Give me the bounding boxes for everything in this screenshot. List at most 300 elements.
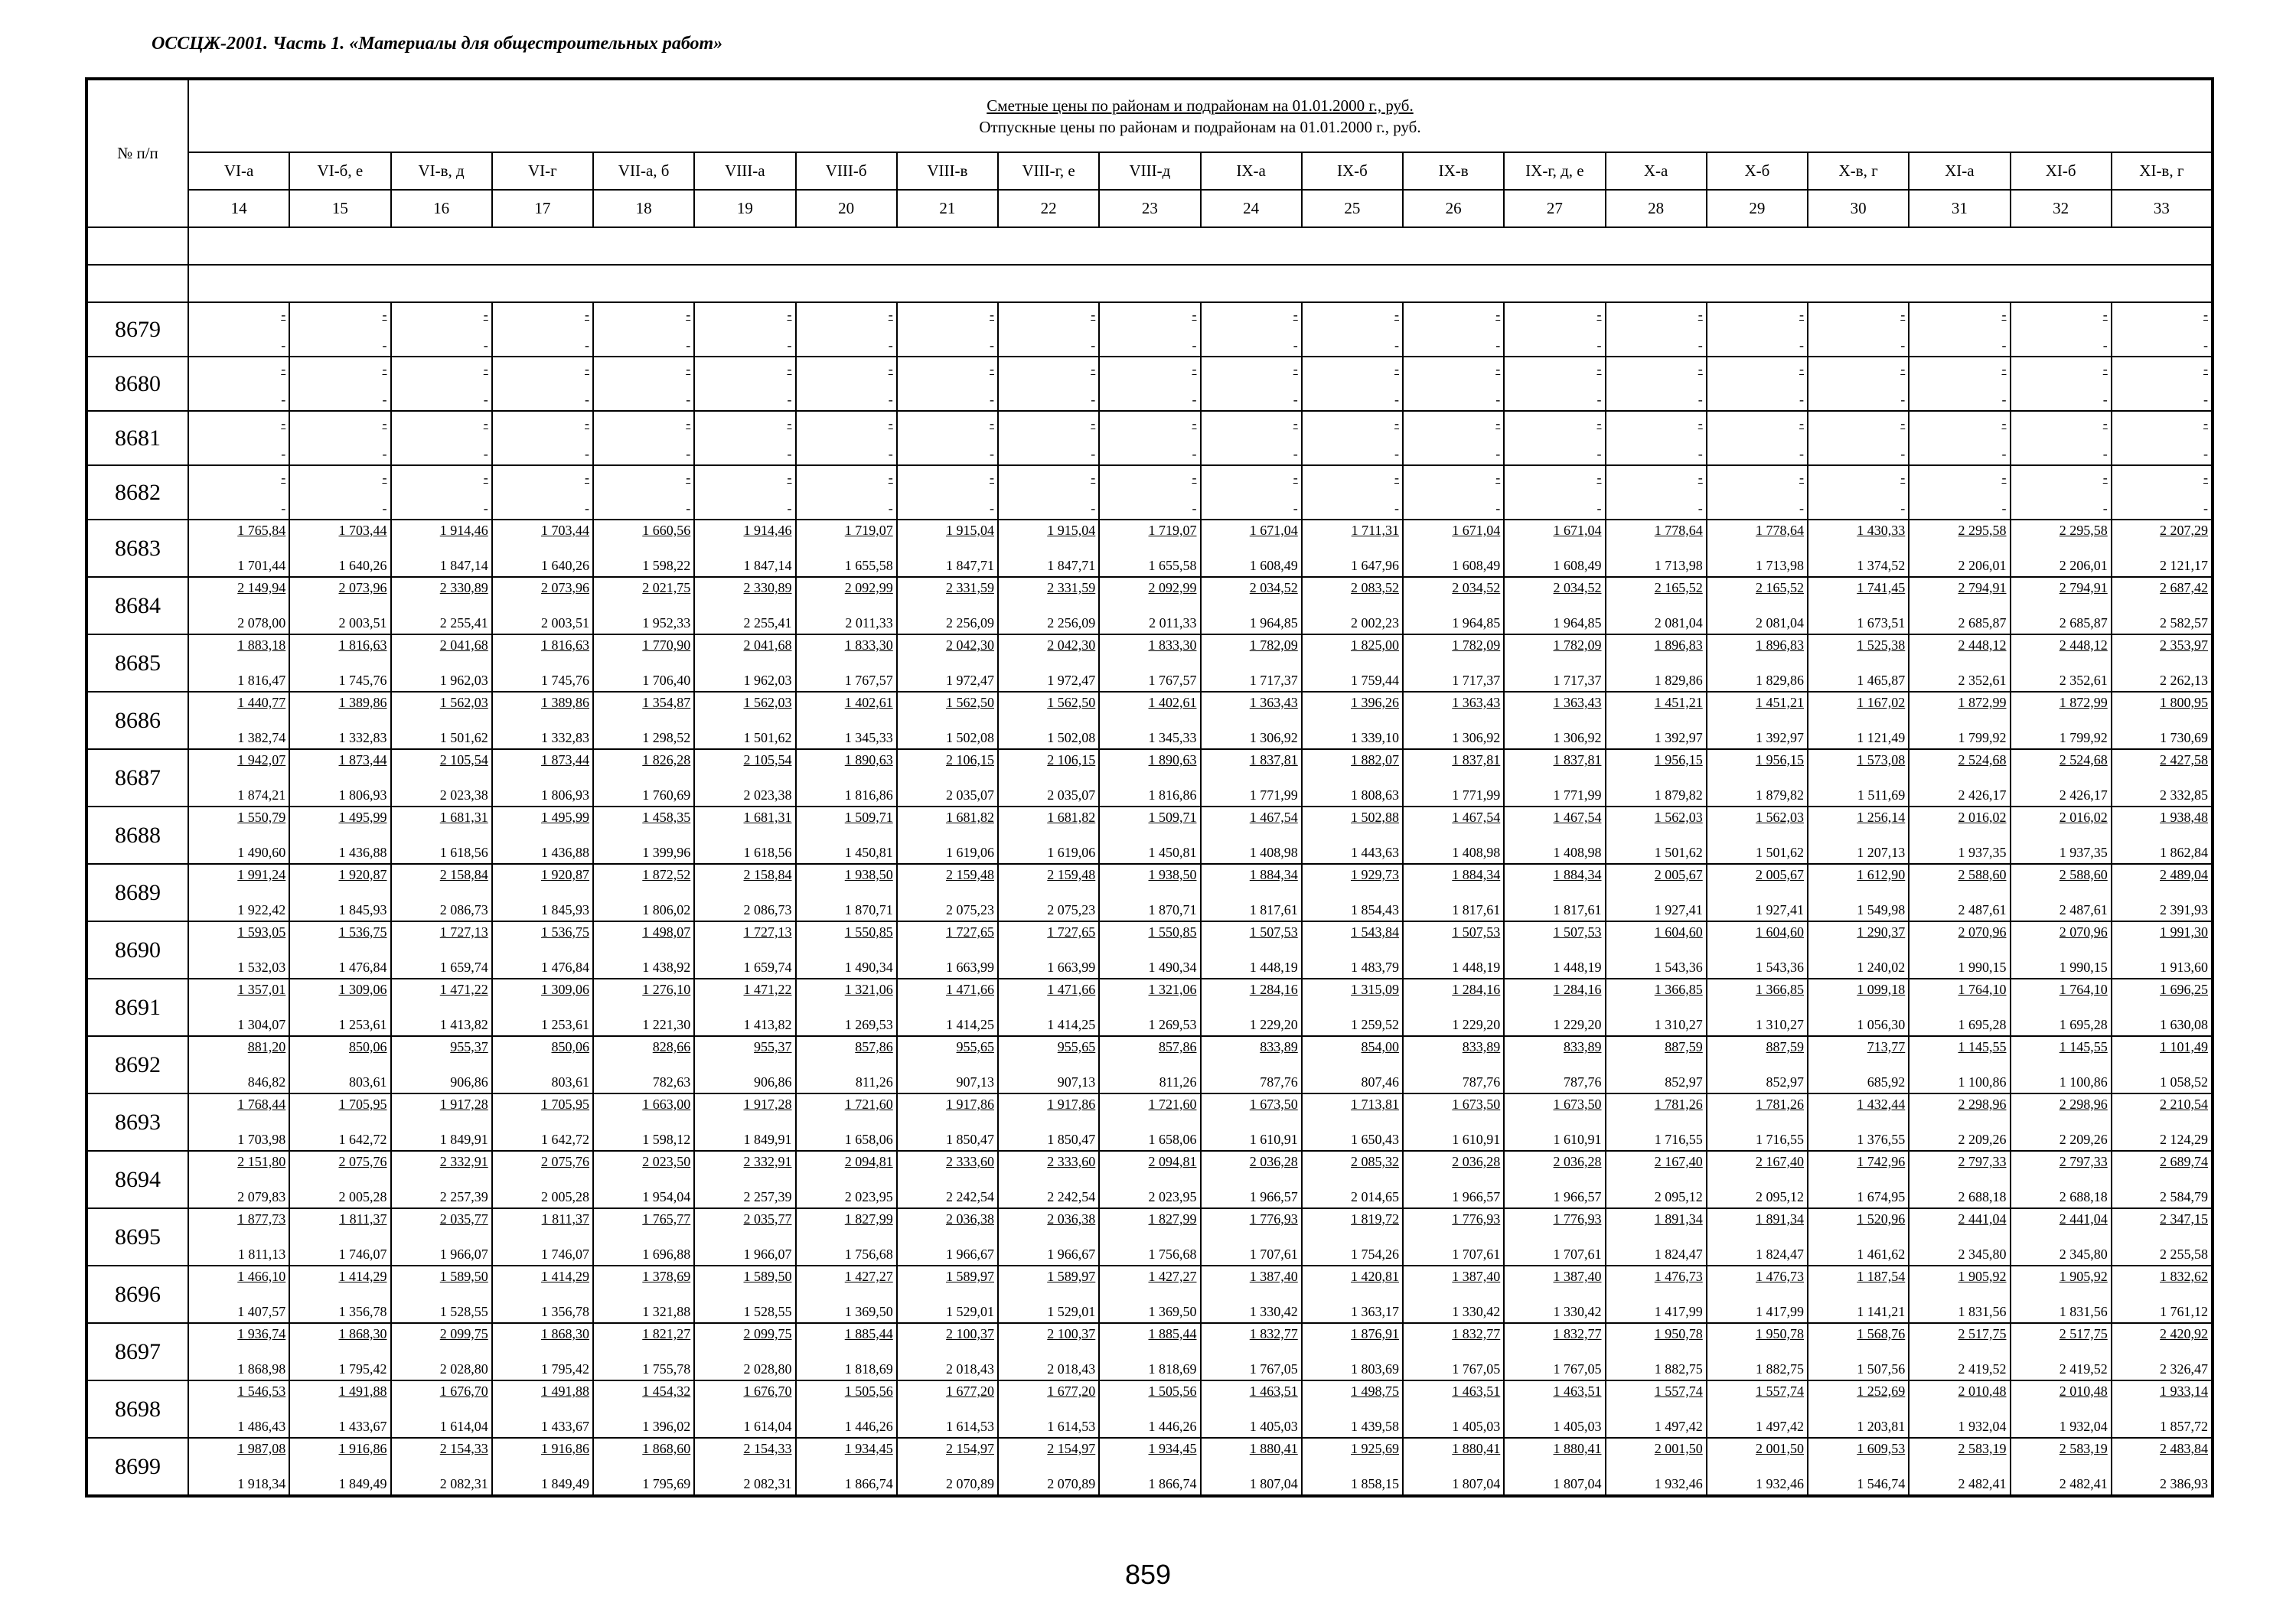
- price-cell: [1302, 1036, 1403, 1093]
- price-cell: [897, 357, 998, 411]
- price-cell: [1403, 1266, 1504, 1323]
- price-cell: [897, 692, 998, 749]
- release-price: -: [888, 446, 893, 461]
- release-price: 1 502,08: [1047, 730, 1096, 745]
- row-number: 8696: [86, 1266, 188, 1323]
- estimated-price: 2 099,75: [439, 1326, 488, 1341]
- release-price: 2 242,54: [946, 1189, 994, 1204]
- estimated-price: 2 347,15: [2160, 1211, 2208, 1227]
- estimated-price: 1 507,53: [1553, 924, 1602, 940]
- estimated-price: 2 448,12: [1958, 637, 2007, 653]
- estimated-price: 2 034,52: [1249, 580, 1298, 595]
- price-cell: [694, 979, 795, 1036]
- estimated-price: 1 321,06: [1148, 982, 1197, 997]
- estimated-price: -: [1293, 416, 1298, 431]
- release-price: 1 831,56: [1958, 1304, 2007, 1319]
- row-number: 8691: [86, 979, 188, 1036]
- release-price: 1 845,93: [338, 902, 387, 917]
- price-cell: [694, 520, 795, 577]
- table-row: [86, 921, 2213, 979]
- price-cell: [289, 1438, 390, 1496]
- release-price: 1 476,84: [541, 960, 589, 975]
- estimated-price: -: [990, 361, 994, 376]
- estimated-price: 1 663,00: [642, 1097, 691, 1112]
- price-cell: [1707, 1036, 1808, 1093]
- price-cell: [2011, 302, 2112, 357]
- release-price: 1 745,76: [541, 673, 589, 688]
- price-cell: [1808, 302, 1909, 357]
- price-cell: [492, 357, 593, 411]
- release-price: 1 405,03: [1249, 1419, 1298, 1434]
- release-price: 1 511,69: [1857, 787, 1906, 803]
- price-cell: [1808, 1093, 1909, 1151]
- release-price: -: [483, 392, 488, 407]
- release-price: 1 795,42: [338, 1361, 387, 1377]
- estimated-price: -: [1799, 416, 1804, 431]
- estimated-price: 1 764,10: [2059, 982, 2108, 997]
- release-price: 2 482,41: [2059, 1476, 2108, 1491]
- price-cell: [1403, 1380, 1504, 1438]
- price-cell: [1302, 1380, 1403, 1438]
- release-price: 1 716,55: [1756, 1132, 1804, 1147]
- table-row: [86, 465, 2213, 520]
- release-price: -: [990, 392, 994, 407]
- estimated-price: 1 891,34: [1756, 1211, 1804, 1227]
- estimated-price: 1 821,27: [642, 1326, 691, 1341]
- price-cell: [1201, 634, 1302, 692]
- release-price: 1 964,85: [1249, 615, 1298, 631]
- price-cell: [1302, 1151, 1403, 1208]
- region-header-row: [86, 152, 2213, 190]
- price-cell: [1504, 692, 1605, 749]
- release-price: 1 673,51: [1857, 615, 1906, 631]
- price-cell: [1808, 692, 1909, 749]
- estimated-price: 1 389,86: [541, 695, 589, 710]
- price-cell: [1403, 692, 1504, 749]
- estimated-price: 2 420,92: [2160, 1326, 2208, 1341]
- estimated-price: -: [1596, 307, 1602, 322]
- estimated-price: 1 938,50: [844, 867, 893, 882]
- release-price: 1 771,99: [1249, 787, 1298, 803]
- release-price: -: [1698, 500, 1703, 516]
- release-price: 2 018,43: [946, 1361, 994, 1377]
- release-price: 1 203,81: [1857, 1419, 1906, 1434]
- price-cell: [998, 921, 1099, 979]
- estimated-price: 1 950,78: [1654, 1326, 1703, 1341]
- estimated-price: 1 589,50: [439, 1269, 488, 1284]
- estimated-price: 2 588,60: [1958, 867, 2007, 882]
- estimated-price: -: [281, 416, 286, 431]
- price-cell: [796, 465, 897, 520]
- price-cell: [2011, 1380, 2112, 1438]
- price-cell: [1707, 1438, 1808, 1496]
- price-cell: [694, 749, 795, 807]
- release-price: 1 369,50: [1148, 1304, 1197, 1319]
- estimated-price: 2 330,89: [743, 580, 792, 595]
- estimated-price: -: [1900, 416, 1906, 431]
- price-cell: [694, 1323, 795, 1380]
- price-cell: [2112, 749, 2213, 807]
- price-cell: [593, 1151, 694, 1208]
- release-price: 1 507,56: [1857, 1361, 1906, 1377]
- release-price: 1 857,72: [2160, 1419, 2208, 1434]
- release-price: -: [1495, 446, 1501, 461]
- price-cell: [897, 1380, 998, 1438]
- release-price: 1 100,86: [1958, 1074, 2007, 1090]
- estimated-price: 1 776,93: [1553, 1211, 1602, 1227]
- price-cell: [593, 302, 694, 357]
- estimated-price: 1 543,84: [1351, 924, 1399, 940]
- price-cell: [391, 1438, 492, 1496]
- estimated-price: 1 363,43: [1452, 695, 1501, 710]
- row-number: 8684: [86, 577, 188, 634]
- estimated-price: 1 991,24: [237, 867, 286, 882]
- column-number: 27: [1504, 190, 1605, 227]
- price-cell: [796, 1151, 897, 1208]
- release-price: 1 745,76: [338, 673, 387, 688]
- price-cell: [1504, 1438, 1605, 1496]
- release-price: 2 003,51: [338, 615, 387, 631]
- release-price: 1 818,69: [1148, 1361, 1197, 1377]
- estimated-price: 2 154,97: [1047, 1441, 1096, 1456]
- estimated-price: 1 593,05: [237, 924, 286, 940]
- price-cell: [289, 749, 390, 807]
- release-price: 2 023,38: [743, 787, 792, 803]
- price-cell: [1201, 864, 1302, 921]
- release-price: 1 345,33: [1148, 730, 1197, 745]
- price-cell: [1707, 357, 1808, 411]
- release-price: 1 918,34: [237, 1476, 286, 1491]
- release-price: 1 465,87: [1857, 673, 1906, 688]
- row-number: 8697: [86, 1323, 188, 1380]
- region-header: VIII-г, е: [998, 152, 1099, 190]
- price-cell: [694, 302, 795, 357]
- region-header: VIII-д: [1099, 152, 1200, 190]
- release-price: 852,97: [1665, 1074, 1703, 1090]
- release-price: 1 598,22: [642, 558, 691, 573]
- release-price: 1 650,43: [1351, 1132, 1399, 1147]
- price-cell: [1403, 749, 1504, 807]
- release-price: 1 966,67: [946, 1247, 994, 1262]
- estimated-price: 2 517,75: [1958, 1326, 2007, 1341]
- price-cell: [188, 864, 289, 921]
- price-cell: [2011, 692, 2112, 749]
- price-cell: [1201, 921, 1302, 979]
- price-cell: [2112, 1323, 2213, 1380]
- estimated-price: 2 332,91: [439, 1154, 488, 1169]
- price-cell: [1504, 411, 1605, 465]
- price-cell: [1808, 807, 1909, 864]
- column-number-row: [86, 190, 2213, 227]
- estimated-price: 1 507,53: [1249, 924, 1298, 940]
- release-price: 1 879,82: [1756, 787, 1804, 803]
- price-cell: [492, 634, 593, 692]
- release-price: -: [585, 337, 589, 353]
- price-cell: [1909, 1438, 2010, 1496]
- release-price: 787,76: [1462, 1074, 1501, 1090]
- estimated-price: 1 387,40: [1553, 1269, 1602, 1284]
- price-cell: [1302, 749, 1403, 807]
- release-price: -: [1394, 500, 1399, 516]
- price-cell: [1808, 1438, 1909, 1496]
- price-cell: [998, 465, 1099, 520]
- release-price: -: [2001, 446, 2007, 461]
- price-cell: [1403, 807, 1504, 864]
- price-cell: [593, 1208, 694, 1266]
- release-price: 1 310,27: [1654, 1017, 1703, 1032]
- price-cell: [1606, 411, 1707, 465]
- release-price: -: [1698, 446, 1703, 461]
- price-cell: [1707, 465, 1808, 520]
- price-cell: [188, 577, 289, 634]
- estimated-price: 1 768,44: [237, 1097, 286, 1112]
- release-price: 1 610,91: [1452, 1132, 1501, 1147]
- release-price: 1 450,81: [844, 845, 893, 860]
- price-cell: [1099, 749, 1200, 807]
- price-cell: [1302, 692, 1403, 749]
- release-price: 2 075,23: [946, 902, 994, 917]
- estimated-price: 1 987,08: [237, 1441, 286, 1456]
- estimated-price: 1 741,45: [1857, 580, 1906, 595]
- release-price: 1 663,99: [946, 960, 994, 975]
- release-price: 2 326,47: [2160, 1361, 2208, 1377]
- price-cell: [1808, 979, 1909, 1036]
- price-cell: [1099, 1266, 1200, 1323]
- release-price: -: [1900, 337, 1906, 353]
- estimated-price: 2 159,48: [946, 867, 994, 882]
- estimated-price: 1 507,53: [1452, 924, 1501, 940]
- row-number: 8690: [86, 921, 188, 979]
- price-cell: [188, 634, 289, 692]
- estimated-price: 1 825,00: [1351, 637, 1399, 653]
- column-number: 29: [1707, 190, 1808, 227]
- table-row: [86, 692, 2213, 749]
- price-cell: [796, 921, 897, 979]
- estimated-price: 2 105,54: [439, 752, 488, 768]
- release-price: -: [281, 392, 286, 407]
- price-cell: [998, 1093, 1099, 1151]
- estimated-price: 2 106,15: [946, 752, 994, 768]
- price-cell: [593, 411, 694, 465]
- estimated-price: 2 210,54: [2160, 1097, 2208, 1112]
- release-price: -: [585, 392, 589, 407]
- release-price: 1 486,43: [237, 1419, 286, 1434]
- price-cell: [2112, 1438, 2213, 1496]
- estimated-price: -: [2203, 361, 2208, 376]
- price-cell: [593, 357, 694, 411]
- release-price: -: [1394, 392, 1399, 407]
- price-cell: [1201, 1208, 1302, 1266]
- estimated-price: 1 719,07: [844, 523, 893, 538]
- release-price: 2 035,07: [1047, 787, 1096, 803]
- price-cell: [1099, 1208, 1200, 1266]
- estimated-price: 2 035,77: [439, 1211, 488, 1227]
- estimated-price: 2 794,91: [1958, 580, 2007, 595]
- estimated-price: 1 363,43: [1249, 695, 1298, 710]
- price-cell: [796, 979, 897, 1036]
- row-number: 8681: [86, 411, 188, 465]
- table-row: [86, 864, 2213, 921]
- price-cell: [1302, 864, 1403, 921]
- price-cell: [2112, 1093, 2213, 1151]
- estimated-price: 1 454,32: [642, 1383, 691, 1399]
- estimated-price: 1 868,30: [338, 1326, 387, 1341]
- estimated-price: 2 151,80: [237, 1154, 286, 1169]
- release-price: -: [787, 500, 792, 516]
- price-cell: [1606, 520, 1707, 577]
- price-cell: [1909, 979, 2010, 1036]
- price-cell: [2112, 864, 2213, 921]
- estimated-price: 1 681,82: [946, 810, 994, 825]
- estimated-price: 857,86: [1159, 1039, 1197, 1054]
- estimated-price: 1 832,77: [1553, 1326, 1602, 1341]
- price-cell: [1504, 577, 1605, 634]
- estimated-price: 1 509,71: [844, 810, 893, 825]
- price-cell: [897, 1438, 998, 1496]
- price-cell: [998, 1438, 1099, 1496]
- row-number: 8694: [86, 1151, 188, 1208]
- release-price: 1 717,37: [1249, 673, 1298, 688]
- release-price: -: [1698, 392, 1703, 407]
- estimated-price: 1 509,71: [1148, 810, 1197, 825]
- column-number: 20: [796, 190, 897, 227]
- release-price: 1 433,67: [541, 1419, 589, 1434]
- price-cell: [998, 634, 1099, 692]
- estimated-price: 1 414,29: [541, 1269, 589, 1284]
- price-cell: [2112, 520, 2213, 577]
- release-price: 1 229,20: [1249, 1017, 1298, 1032]
- price-cell: [694, 1093, 795, 1151]
- price-cell: [897, 1151, 998, 1208]
- price-cell: [188, 1036, 289, 1093]
- price-cell: [1504, 864, 1605, 921]
- estimated-price: 2 035,77: [743, 1211, 792, 1227]
- price-cell: [1707, 1323, 1808, 1380]
- price-cell: [796, 520, 897, 577]
- release-price: 1 413,82: [439, 1017, 488, 1032]
- price-cell: [1504, 921, 1605, 979]
- release-price: 1 610,91: [1249, 1132, 1298, 1147]
- table-row: [86, 979, 2213, 1036]
- estimated-price: 1 711,31: [1351, 523, 1399, 538]
- price-cell: [998, 302, 1099, 357]
- release-price: 1 414,25: [1047, 1017, 1096, 1032]
- release-price: 1 647,96: [1351, 558, 1399, 573]
- estimated-price: 1 765,77: [642, 1211, 691, 1227]
- price-cell: [1808, 1380, 1909, 1438]
- release-price: 2 086,73: [439, 902, 488, 917]
- price-cell: [2011, 1438, 2112, 1496]
- estimated-price: 1 609,53: [1857, 1441, 1906, 1456]
- blank-cell: [86, 265, 188, 302]
- price-cell: [492, 749, 593, 807]
- price-cell: [391, 807, 492, 864]
- estimated-price: 1 765,84: [237, 523, 286, 538]
- estimated-price: 1 378,69: [642, 1269, 691, 1284]
- estimated-price: 2 165,52: [1654, 580, 1703, 595]
- release-price: 2 255,41: [439, 615, 488, 631]
- estimated-price: 2 070,96: [1958, 924, 2007, 940]
- release-price: 1 807,04: [1553, 1476, 1602, 1491]
- release-price: 1 663,99: [1047, 960, 1096, 975]
- estimated-price: -: [1799, 361, 1804, 376]
- release-price: 1 417,99: [1654, 1304, 1703, 1319]
- row-number: 8688: [86, 807, 188, 864]
- release-price: -: [585, 500, 589, 516]
- estimated-price: 1 550,85: [1148, 924, 1197, 940]
- price-cell: [897, 1093, 998, 1151]
- estimated-price: 1 495,99: [338, 810, 387, 825]
- estimated-price: 1 167,02: [1857, 695, 1906, 710]
- price-cell: [1909, 465, 2010, 520]
- price-cell: [289, 1093, 390, 1151]
- price-cell: [1099, 634, 1200, 692]
- document-header: ОССЦЖ-2001. Часть 1. «Материалы для общестроительных работ»: [152, 34, 723, 54]
- estimated-price: 2 295,58: [2059, 523, 2108, 538]
- price-cell: [1606, 1151, 1707, 1208]
- price-cell: [694, 634, 795, 692]
- release-price: -: [281, 446, 286, 461]
- price-cell: [1201, 577, 1302, 634]
- price-cell: [1302, 1093, 1403, 1151]
- estimated-price: 1 145,55: [1958, 1039, 2007, 1054]
- estimated-price: 2 154,97: [946, 1441, 994, 1456]
- price-cell: [593, 1266, 694, 1323]
- price-cell: [188, 302, 289, 357]
- price-cell: [2112, 692, 2213, 749]
- release-price: 1 608,49: [1452, 558, 1501, 573]
- estimated-price: 1 366,85: [1654, 982, 1703, 997]
- release-price: 2 005,28: [338, 1189, 387, 1204]
- price-cell: [1606, 302, 1707, 357]
- release-price: 1 952,33: [642, 615, 691, 631]
- release-price: 1 614,53: [1047, 1419, 1096, 1434]
- price-cell: [694, 692, 795, 749]
- estimated-price: 1 525,38: [1857, 637, 1906, 653]
- price-cell: [188, 411, 289, 465]
- release-price: -: [1192, 500, 1197, 516]
- price-cell: [796, 411, 897, 465]
- price-cell: [1201, 979, 1302, 1036]
- estimated-price: 1 916,86: [338, 1441, 387, 1456]
- estimated-price: 881,20: [247, 1039, 286, 1054]
- release-price: -: [585, 446, 589, 461]
- release-price: 1 407,57: [237, 1304, 286, 1319]
- price-cell: [289, 302, 390, 357]
- price-cell: [694, 577, 795, 634]
- estimated-price: 2 092,99: [844, 580, 893, 595]
- price-cell: [1099, 1093, 1200, 1151]
- release-price: 1 413,82: [743, 1017, 792, 1032]
- price-cell: [391, 1151, 492, 1208]
- price-cell: [1201, 1380, 1302, 1438]
- estimated-price: 833,89: [1462, 1039, 1501, 1054]
- release-price: 1 850,47: [1047, 1132, 1096, 1147]
- estimated-price: 2 042,30: [946, 637, 994, 653]
- price-cell: [1302, 411, 1403, 465]
- estimated-price: -: [888, 361, 893, 376]
- estimated-price: 1 934,45: [844, 1441, 893, 1456]
- release-price: 2 124,29: [2160, 1132, 2208, 1147]
- release-price: 2 081,04: [1654, 615, 1703, 631]
- estimated-price: 2 158,84: [743, 867, 792, 882]
- release-price: 1 847,14: [743, 558, 792, 573]
- estimated-price: 1 914,46: [743, 523, 792, 538]
- price-cell: [897, 1036, 998, 1093]
- estimated-price: -: [483, 307, 488, 322]
- price-cell: [188, 979, 289, 1036]
- estimated-price: 2 085,32: [1351, 1154, 1399, 1169]
